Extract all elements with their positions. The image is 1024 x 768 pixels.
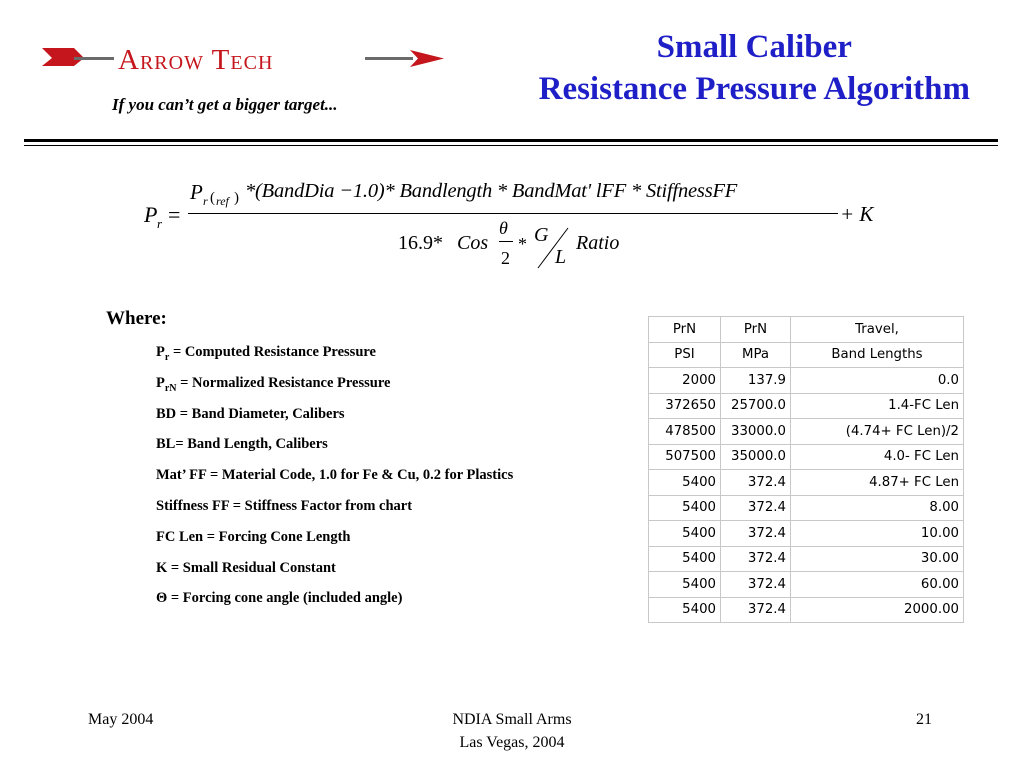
title-line-2: Resistance Pressure Algorithm — [538, 71, 970, 107]
footer-page-number: 21 — [916, 711, 932, 728]
table-header-cell: Band Lengths — [791, 342, 964, 368]
table-cell: 1.4-FC Len — [791, 393, 964, 419]
table-row — [649, 521, 964, 547]
table-cell: 0.0 — [791, 368, 964, 394]
table-cell: 5400 — [649, 546, 721, 572]
table-cell: 60.00 — [791, 572, 964, 598]
table-cell: 8.00 — [791, 495, 964, 521]
definition-item: BD = Band Diameter, Calibers — [156, 405, 345, 422]
denominator-g: G — [534, 224, 549, 246]
table-cell: 5400 — [649, 597, 721, 623]
denominator-two: 2 — [501, 248, 510, 268]
table-row — [649, 368, 964, 394]
numerator-expression: *(BandDia −1.0)* Bandlength * BandMat' lFF * StiffnessFF — [245, 180, 738, 202]
table-row — [649, 393, 964, 419]
denominator-coef: 16.9* — [398, 232, 443, 254]
table-cell: 4.0- FC Len — [791, 444, 964, 470]
formula-lhs: P — [144, 202, 158, 227]
definition-item: $P_{rN}$ = Normalized Resistance Pressure — [156, 374, 391, 394]
table-row — [649, 597, 964, 623]
numerator-paren-open: ( — [210, 190, 215, 206]
title-line-1: Small Caliber — [656, 29, 852, 65]
table-row — [649, 572, 964, 598]
table-cell: 5400 — [649, 495, 721, 521]
resistance-pressure-formula — [0, 0, 1024, 300]
denominator-cos: Cos — [457, 232, 489, 254]
tagline: If you can’t get a bigger target... — [112, 95, 338, 114]
table-header-cell: PrN — [649, 317, 721, 343]
denominator-ratio: Ratio — [576, 232, 620, 254]
table-cell: 33000.0 — [721, 419, 791, 445]
table-row — [649, 470, 964, 496]
formula-plus-k: + K — [840, 202, 874, 226]
table-cell: 5400 — [649, 521, 721, 547]
where-heading: Where: — [106, 308, 167, 329]
table-cell: 4.87+ FC Len — [791, 470, 964, 496]
table-cell: 5400 — [649, 572, 721, 598]
table-row — [649, 444, 964, 470]
table-cell: 372.4 — [721, 521, 791, 547]
table-header-cell: PSI — [649, 342, 721, 368]
definition-item: Θ = Forcing cone angle (included angle) — [156, 590, 403, 607]
footer-conference-name: NDIA Small Arms — [452, 711, 572, 728]
table-cell: 372.4 — [721, 495, 791, 521]
numerator-p-sub-ref: ref — [216, 194, 229, 208]
slash-divider — [536, 226, 572, 270]
table-header-cell: MPa — [721, 342, 791, 368]
denominator-l: L — [555, 246, 567, 268]
logo-wordmark: Arrow Tech — [118, 44, 274, 76]
table-cell: 2000.00 — [791, 597, 964, 623]
formula-lhs-sub: r — [157, 216, 163, 231]
table-cell: 372650 — [649, 393, 721, 419]
table-row — [649, 495, 964, 521]
definition-item: K = Small Residual Constant — [156, 559, 336, 576]
table-cell: 35000.0 — [721, 444, 791, 470]
table-cell: 2000 — [649, 368, 721, 394]
footer-date: May 2004 — [88, 711, 154, 728]
table-cell: 5400 — [649, 470, 721, 496]
table-header-cell: Travel, — [791, 317, 964, 343]
table-cell: 10.00 — [791, 521, 964, 547]
definition-item: Mat’ FF = Material Code, 1.0 for Fe & Cu, 0.2 for Plastics — [156, 467, 514, 484]
table-cell: 478500 — [649, 419, 721, 445]
table-cell: 372.4 — [721, 470, 791, 496]
fraction-bar — [188, 213, 838, 214]
denominator-star: * — [518, 234, 527, 254]
table-cell: 25700.0 — [721, 393, 791, 419]
table-cell: 30.00 — [791, 546, 964, 572]
table-header-row — [649, 342, 964, 368]
table-cell: (4.74+ FC Len)/2 — [791, 419, 964, 445]
table-header-row — [649, 317, 964, 343]
definition-item: BL= Band Length, Calibers — [156, 436, 328, 453]
theta-fraction-bar — [499, 241, 513, 242]
definition-item: FC Len = Forcing Cone Length — [156, 528, 351, 545]
table-cell: 372.4 — [721, 597, 791, 623]
table-row — [649, 546, 964, 572]
table-cell: 372.4 — [721, 546, 791, 572]
resistance-pressure-table — [648, 316, 964, 623]
table-cell: 137.9 — [721, 368, 791, 394]
table-header-cell: PrN — [721, 317, 791, 343]
table-cell: 507500 — [649, 444, 721, 470]
denominator-theta: θ — [499, 218, 508, 238]
definition-item: $P_r$ = Computed Resistance Pressure — [156, 344, 376, 363]
formula-equals: = — [168, 202, 181, 227]
definition-item: Stiffness FF = Stiffness Factor from chart — [156, 497, 413, 514]
definitions-list — [156, 344, 616, 621]
numerator-p: P — [190, 180, 203, 204]
table-cell: 372.4 — [721, 572, 791, 598]
footer-conference — [0, 708, 1024, 754]
footer-conference-location: Las Vegas, 2004 — [459, 734, 565, 751]
table-row — [649, 419, 964, 445]
numerator-paren-close: ) — [234, 190, 239, 206]
numerator-p-sub-r: r — [203, 194, 208, 208]
